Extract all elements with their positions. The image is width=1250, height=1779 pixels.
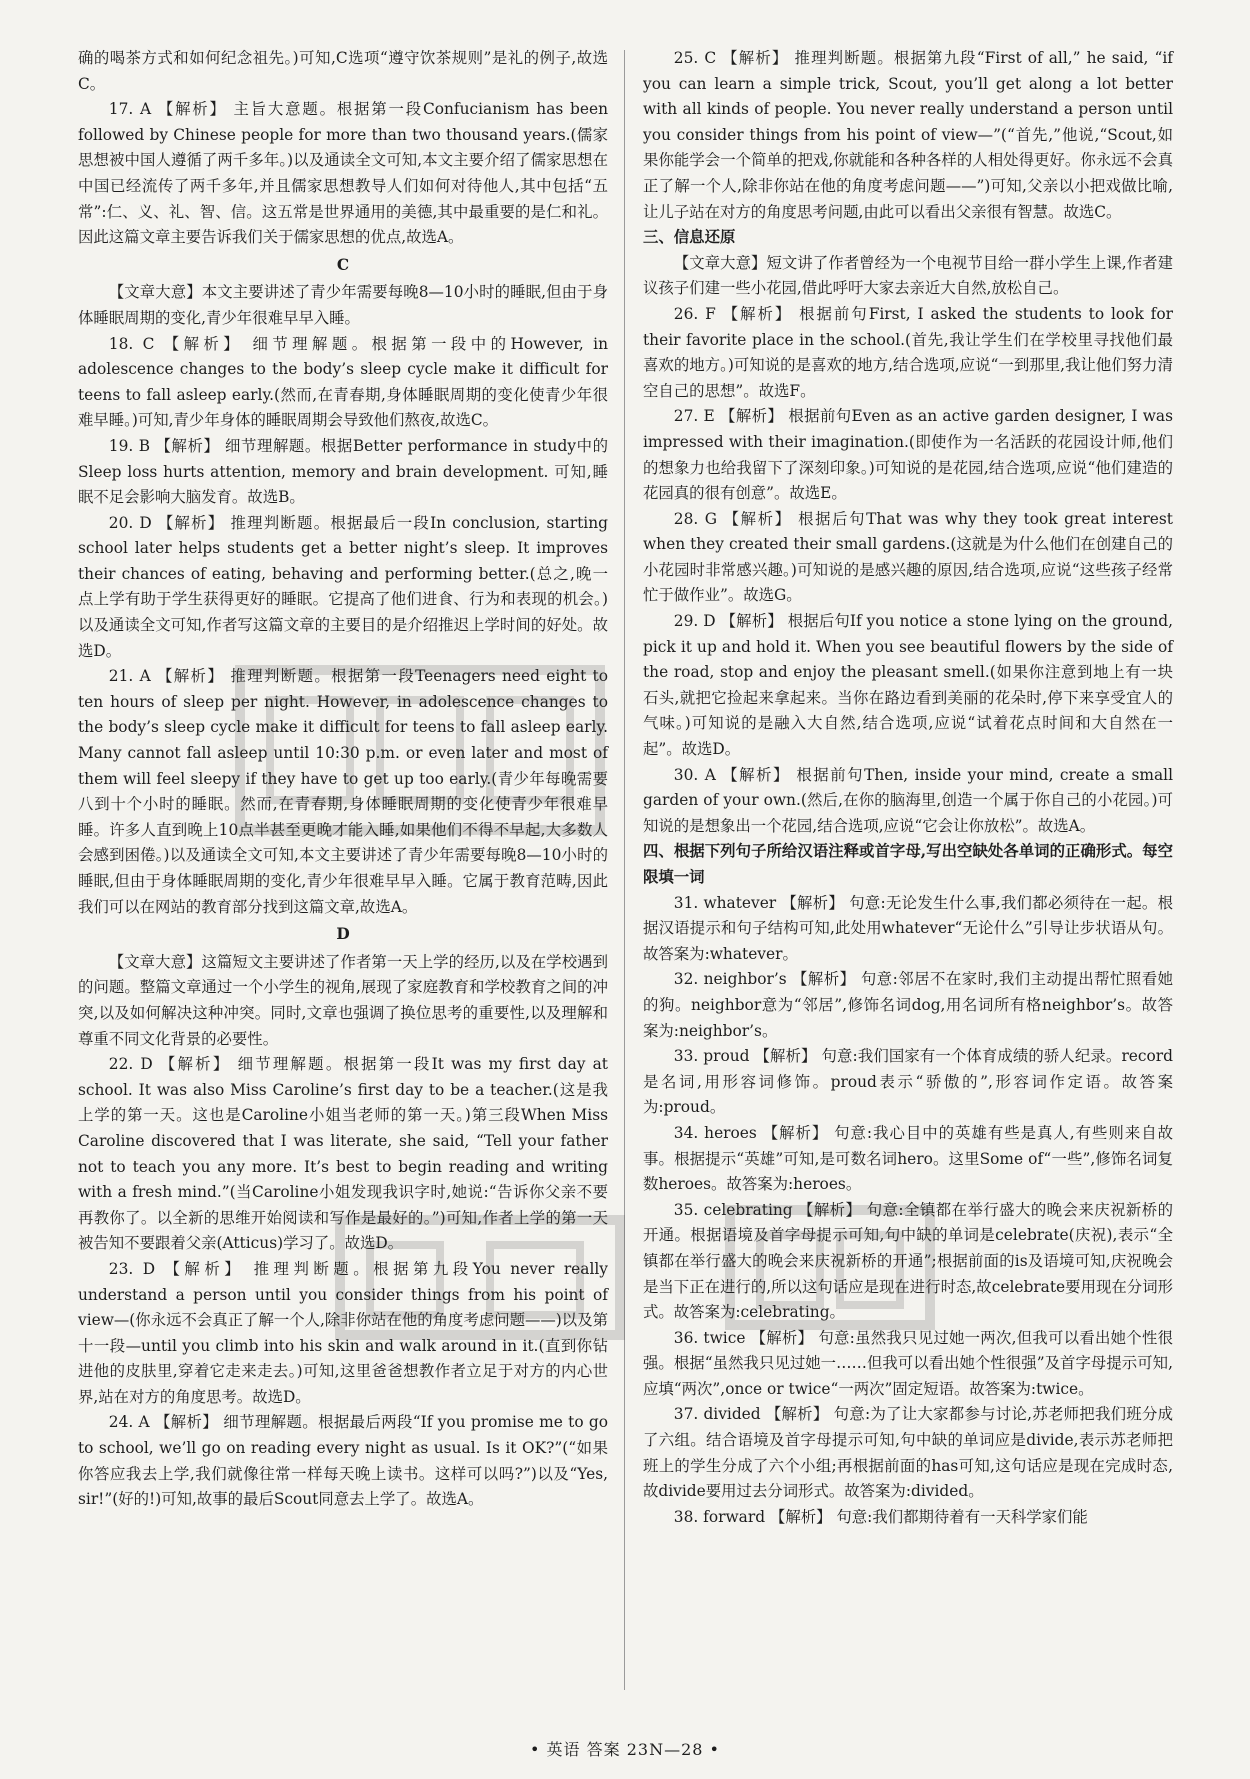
answer-paragraph: 【文章大意】短文讲了作者曾经为一个电视节目给一群小学生上课,作者建议孩子们建一些小花园,借此呼吁大家去亲近大自然,放松自己。 [643,253,1173,298]
answer-paragraph: 21. A 【解析】 推理判断题。根据第一段Teenagers need eight to ten hours of sleep per night. However, in adolescence changes to the body’s sleep cycle make it difficult for teens to fall asleep early. Many cannot fall asleep until 10:30 p.m. or even later and most of them will feel sleepy if they have to get up too early.(青少年每晚需要八到十个小时的睡眠。然而,在青春期,身体睡眠周期的变化使青少年很难早睡。许多人直到晚上10点半甚至更晚才能入睡,如果他们不得不早起,大多数人会感到困倦。)以及通读全文可知,本文主要讲述了青少年需要每晚8—10小时的睡眠,但由于身体睡眠周期的变化,青少年很难早早入睡。它属于教育范畴,因此我们可以在网站的教育部分找到这篇文章,故选A。 [78,667,608,916]
right-column [643,46,1173,1530]
answer-paragraph: 【文章大意】本文主要讲述了青少年需要每晚8—10小时的睡眠,但由于身体睡眠周期的变化,青少年很难早早入睡。 [78,283,608,327]
page-footer: • 英语 答案 23N—28 • [530,1740,720,1759]
answer-paragraph: 27. E 【解析】 根据前句Even as an active garden designer, I was impressed with their imagination.(即使作为一名活跃的花园设计师,他们的想象力也给我留下了深刻印象。)可知说的是花园,结合选项,应说“他们建造的花园真的很有创意”。故选E。 [643,407,1173,503]
answer-paragraph: 19. B 【解析】 细节理解题。根据Better performance in study中的Sleep loss hurts attention, memory and brain development. 可知,睡眠不足会影响大脑发育。故选B。 [78,436,608,507]
answer-paragraph: 26. F 【解析】 根据前句First, I asked the students to look for their favorite place in the school.(首先,我让学生们在学校里寻找他们最喜欢的地方。)可知说的是喜欢的地方,结合选项,应说“一到那里,我让他们努力清空自己的思想”。故选F。 [643,304,1173,400]
left-column [78,46,608,1513]
answer-paragraph: 23. D 【解析】 推理判断题。根据第九段You never really understand a person until you consider things from his point of view—(你永远不会真正了解一个人,除非你站在他的角度考虑问题——)以及第十一段—until you climb into his skin and walk around in it.(直到你钻进他的皮肤里,穿着它走来走去。)可知,这里爸爸想教作者立足于对方的内心世界,站在对方的角度思考。故选D。 [78,1259,608,1406]
answer-paragraph: 33. proud 【解析】 句意:我们国家有一个体育成绩的骄人纪录。record是名词,用形容词修饰。proud表示“骄傲的”,形容词作定语。故答案为:proud。 [643,1047,1173,1117]
section-letter: D [336,925,350,944]
answer-paragraph: 34. heroes 【解析】 句意:我心目中的英雄有些是真人,有些则来自故事。根据提示“英雄”可知,是可数名词hero。这里Some of“一些”,修饰名词复数heroes。故答案为:heroes。 [643,1123,1173,1194]
answer-paragraph: 38. forward 【解析】 句意:我们都期待着有一天科学家们能 [673,1507,1088,1526]
answer-paragraph: 30. A 【解析】 根据前句Then, inside your mind, create a small garden of your own.(然后,在你的脑海里,创造一个属于你自己的小花园。)可知说的是想象出一个花园,结合选项,应说“它会让你放松”。故选A。 [643,765,1173,835]
answer-paragraph: 25. C 【解析】 推理判断题。根据第九段“First of all,” he said, “if you can learn a simple trick, Scout, you’ll get along a lot better with all kinds of people. You never really understand a person until you consider things from his point of view—”(“首先,”他说,“Scout,如果你能学会一个简单的把戏,你就能和各种各样的人相处得更好。你永远不会真正了解一个人,除非你站在他的角度考虑问题——”)可知,父亲以小把戏做比喻,让儿子站在对方的角度思考问题,由此可以看出父亲很有智慧。故选C。 [643,49,1173,221]
answer-paragraph: 20. D 【解析】 推理判断题。根据最后一段In conclusion, starting school later helps students get a better night’s sleep. It improves their chances of eating, behaving and performing better.(总之,晚一点上学有助于学生获得更好的睡眠。它提高了他们进食、行为和表现的机会。)以及通读全文可知,作者写这篇文章的主要目的是介绍推迟上学时间的好处。故选D。 [78,513,608,660]
answer-paragraph: 32. neighbor’s 【解析】 句意:邻居不在家时,我们主动提出帮忙照看她的狗。neighbor意为“邻居”,修饰名词dog,用名词所有格neighbor’s。故答案为:neighbor’s。 [643,970,1173,1040]
section-heading: 四、根据下列句子所给汉语注释或首字母,写出空缺处各单词的正确形式。每空限填一词 [643,842,1173,886]
answer-paragraph: 24. A 【解析】 细节理解题。根据最后两段“If you promise me to go to school, we’ll go on reading every night as usual. Is it OK?”(“如果你答应我去上学,我们就像往常一样每天晚上读书。这样可以吗?”)以及“Yes, sir!”(好的!)可知,故事的最后Scout同意去上学了。故选A。 [78,1413,608,1509]
answer-paragraph: 确的喝茶方式和如何纪念祖先。)可知,C选项“遵守饮茶规则”是礼的例子,故选C。 [78,49,608,93]
answer-paragraph: 18. C 【解析】 细节理解题。根据第一段中的However, in adolescence changes to the body’s sleep cycle make it difficult for teens to fall asleep early.(然而,在青春期,身体睡眠周期的变化使青少年很难早睡。)可知,青少年身体的睡眠周期会导致他们熬夜,故选C。 [78,334,608,430]
answer-page [78,46,1178,1696]
answer-paragraph: 22. D 【解析】 细节理解题。根据第一段It was my first day at school. It was also Miss Caroline’s first day to be a teacher.(这是我上学的第一天。这也是Caroline小姐当老师的第一天。)第三段When Miss Caroline discovered that I was literate, she said, “Tell your father not to teach you any more. It’s best to begin reading and writing with a fresh mind.”(当Caroline小姐发现我识字时,她说:“告诉你父亲不要再教你了。以全新的思维开始阅读和写作是最好的。”)可知,作者上学的第一天被告知不要跟着父亲(Atticus)学习了。故选D。 [78,1055,608,1253]
section-letter: C [336,255,350,274]
column-divider [624,50,625,1690]
answer-paragraph: 【文章大意】这篇短文主要讲述了作者第一天上学的经历,以及在学校遇到的问题。整篇文章通过一个小学生的视角,展现了家庭教育和学校教育之间的冲突,以及如何解决这种冲突。同时,文章也强调了换位思考的重要性,以及理解和尊重不同文化背景的必要性。 [78,952,608,1048]
answer-paragraph: 17. A 【解析】 主旨大意题。根据第一段Confucianism has been followed by Chinese people for more than two thousand years.(儒家思想被中国人遵循了两千多年。)以及通读全文可知,本文主要介绍了儒家思想在中国已经流传了两千多年,并且儒家思想教导人们如何对待他人,其中包括“五常”:仁、义、礼、智、信。这五常是世界通用的美德,其中最重要的是仁和礼。因此这篇文章主要告诉我们关于儒家思想的优点,故选A。 [78,100,608,247]
answer-paragraph: 29. D 【解析】 根据后句If you notice a stone lying on the ground, pick it up and hold it. When you see beautiful flowers by the side of the road, stop and enjoy the pleasant smell.(如果你注意到地上有一块石头,就把它捡起来拿起来。当你在路边看到美丽的花朵时,停下来享受宜人的气味。)可知说的是融入大自然,结合选项,应说“试着花点时间和大自然在一起”。故选D。 [643,612,1173,759]
answer-paragraph: 37. divided 【解析】 句意:为了让大家都参与讨论,苏老师把我们班分成了六组。结合语境及首字母提示可知,句中缺的单词应是divide,表示苏老师把班上的学生分成了六个小组;再根据前面的has可知,这句话应是现在完成时态,故divide要用过去分词形式。故答案为:divided。 [643,1405,1173,1501]
answer-paragraph: 36. twice 【解析】 句意:虽然我只见过她一两次,但我可以看出她个性很强。根据“虽然我只见过她一……但我可以看出她个性很强”及首字母提示可知,应填“两次”,once or twice“一两次”固定短语。故答案为:twice。 [643,1328,1173,1398]
section-heading: 三、信息还原 [643,228,736,247]
answer-paragraph: 28. G 【解析】 根据后句That was why they took great interest when they created their small gardens.(这就是为什么他们在创建自己的小花园时非常感兴趣。)可知说的是感兴趣的原因,结合选项,应说“这些孩子经常忙于做作业”。故选G。 [643,509,1173,605]
answer-paragraph: 31. whatever 【解析】 句意:无论发生什么事,我们都必须待在一起。根据汉语提示和句子结构可知,此处用whatever“无论什么”引导让步状语从句。故答案为:whatever。 [643,893,1173,963]
answer-paragraph: 35. celebrating 【解析】 句意:全镇都在举行盛大的晚会来庆祝新桥的开通。根据语境及首字母提示可知,句中缺的单词是celebrate(庆祝),表示“全镇都在举行盛大的晚会来庆祝新桥的开通”;根据前面的is及语境可知,庆祝晚会是当下正在进行的,所以这句话应是现在进行时态,故celebrate要用现在分词形式。故答案为:celebrating。 [643,1200,1173,1322]
